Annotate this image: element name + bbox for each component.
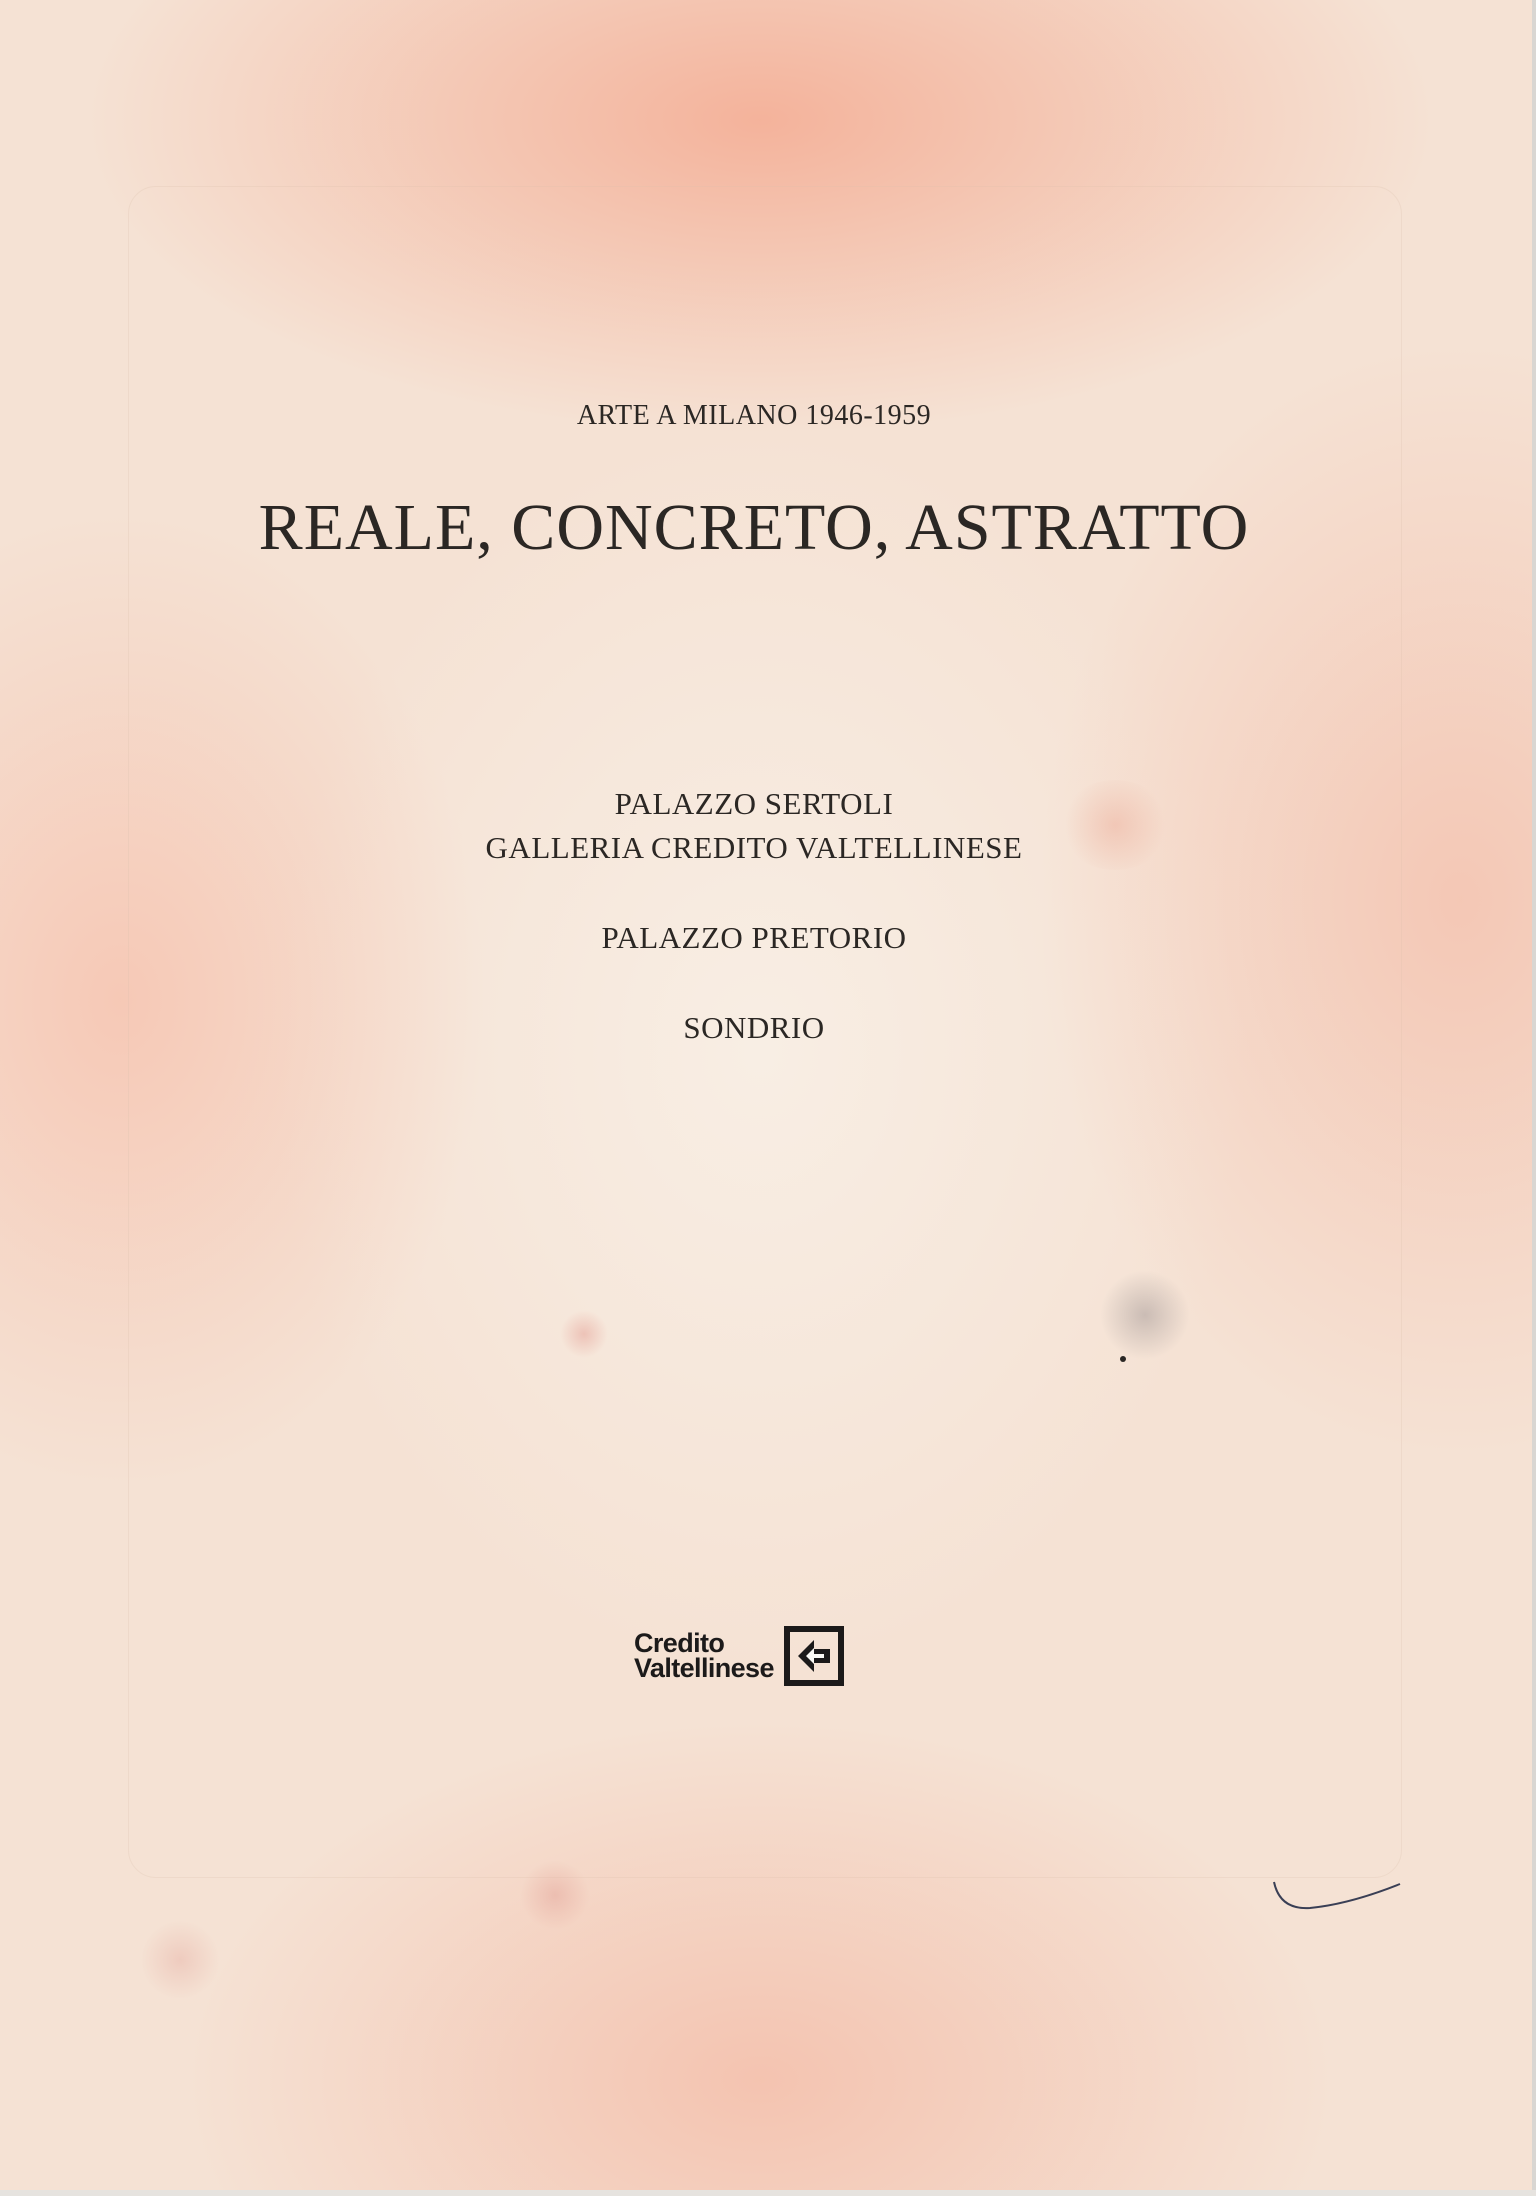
page-edge bbox=[0, 2190, 1536, 2196]
ink-dot bbox=[1120, 1356, 1126, 1362]
series-title: ARTE A MILANO 1946-1959 bbox=[576, 400, 932, 431]
venue-line: PALAZZO SERTOLI bbox=[614, 786, 894, 821]
publisher-logo-line: Credito bbox=[634, 1628, 725, 1658]
pen-mark bbox=[1270, 1870, 1410, 1920]
publisher-logo bbox=[634, 1626, 844, 1686]
page-edge bbox=[1532, 0, 1536, 2196]
publisher-logo-text bbox=[634, 1628, 774, 1683]
city-line: SONDRIO bbox=[683, 1010, 825, 1045]
publisher-logo-line: Valtellinese bbox=[634, 1653, 774, 1683]
credito-valtellinese-mark-icon bbox=[784, 1626, 844, 1686]
venue-line: GALLERIA CREDITO VALTELLINESE bbox=[485, 830, 1023, 865]
main-title: REALE, CONCRETO, ASTRATTO bbox=[258, 491, 1250, 564]
paper-stain bbox=[140, 1920, 220, 2000]
venue-line: PALAZZO PRETORIO bbox=[601, 920, 907, 955]
